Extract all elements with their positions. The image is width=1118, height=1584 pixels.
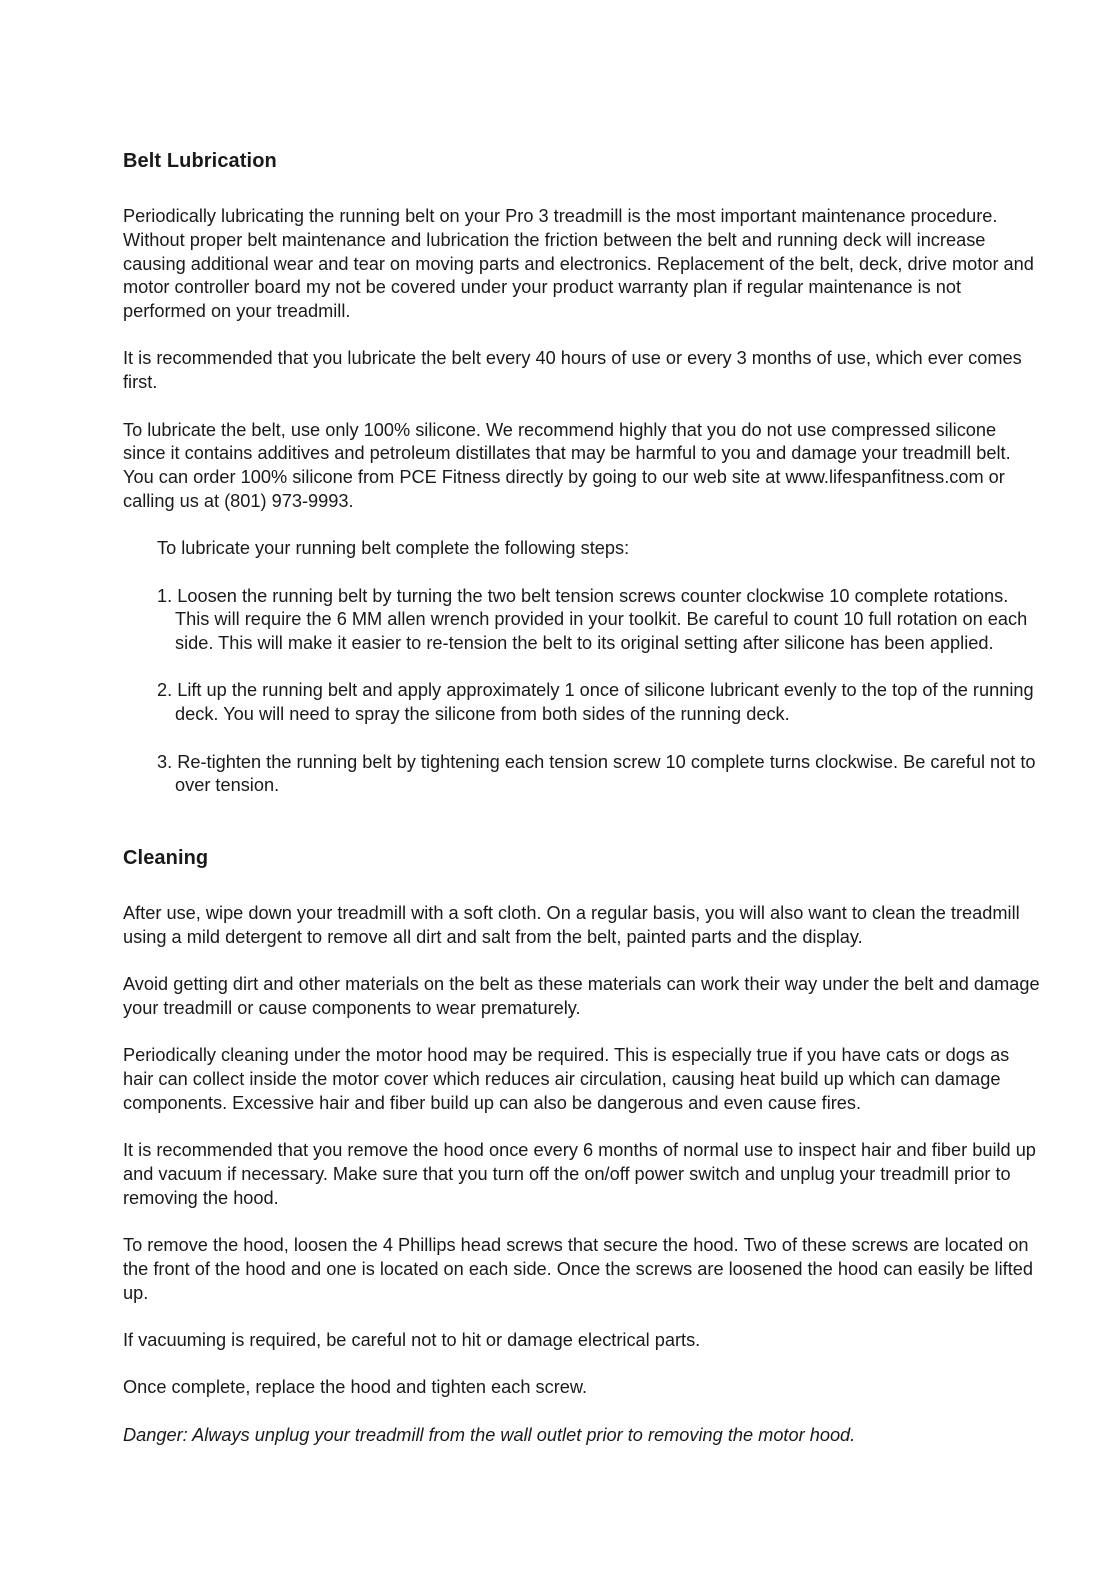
belt-paragraph-3: To lubricate the belt, use only 100% silicone. We recommend highly that you do not use compressed silicone since it contains additives and petroleum distillates that may be harmful to you and damage your treadmill belt. You can order 100% silicone from PCE Fitness directly by going to our web site at www.lifespanfitness.com or calling us at (801) 973-9993. bbox=[123, 419, 1011, 511]
cleaning-paragraph-6: If vacuuming is required, be careful not to hit or damage electrical parts. bbox=[123, 1330, 701, 1350]
cleaning-paragraph-7: Once complete, replace the hood and tighten each screw. bbox=[123, 1377, 588, 1398]
manual-page bbox=[123, 145, 1043, 1471]
cleaning-paragraph-4: It is recommended that you remove the hood once every 6 months of normal use to inspect hair and fiber build up and vacuum if necessary. Make sure that you turn off the on/off power switch and unplug your treadmill prior to removing the hood. bbox=[123, 1140, 1036, 1208]
step-2: 2. Lift up the running belt and apply approximately 1 once of silicone lubricant evenly to the top of the running deck. You will need to spray the silicone from both sides of the running deck. bbox=[157, 680, 1034, 725]
step-3: 3. Re-tighten the running belt by tightening each tension screw 10 complete turns clockwise. Be careful not to over tension. bbox=[157, 751, 1036, 796]
cleaning-paragraph-1: After use, wipe down your treadmill with a soft cloth. On a regular basis, you will also want to clean the treadmill using a mild detergent to remove all dirt and salt from the belt, painted parts and the display. bbox=[123, 903, 1020, 947]
cleaning-paragraph-5: To remove the hood, loosen the 4 Phillips head screws that secure the hood. Two of these screws are located on the front of the hood and one is located on each side. Once the screws are loosened the hood can easily be lifted up. bbox=[123, 1235, 1033, 1303]
step-1: 1. Loosen the running belt by turning the two belt tension screws counter clockwise 10 complete rotations. This will require the 6 MM allen wrench provided in your toolkit. Be careful to count 10 full rotation on each side. This will make it easier to re-tension the belt to its original setting after silicone has been applied. bbox=[157, 585, 1028, 654]
belt-lubrication-heading: Belt Lubrication bbox=[123, 150, 277, 172]
cleaning-paragraph-2: Avoid getting dirt and other materials on the belt as these materials can work their way under the belt and damage your treadmill or cause components to wear prematurely. bbox=[123, 974, 1040, 1019]
belt-paragraph-2: It is recommended that you lubricate the belt every 40 hours of use or every 3 months of use, which ever comes first. bbox=[123, 348, 1022, 393]
cleaning-heading: Cleaning bbox=[123, 847, 209, 870]
lubrication-steps-list bbox=[157, 585, 1043, 799]
belt-paragraph-1: Periodically lubricating the running belt on your Pro 3 treadmill is the most important maintenance procedure. Without proper belt maintenance and lubrication the friction between the belt and running deck will increase causing additional wear and tear on moving parts and electronics. Replacement of the belt, deck, drive motor and motor controller board my not be covered under your product warranty plan if regular maintenance is not performed on your treadmill. bbox=[123, 206, 1034, 322]
danger-warning: Danger: Always unplug your treadmill from the wall outlet prior to removing the motor hood. bbox=[123, 1424, 856, 1445]
steps-intro: To lubricate your running belt complete the following steps: bbox=[157, 538, 630, 559]
cleaning-paragraph-3: Periodically cleaning under the motor hood may be required. This is especially true if you have cats or dogs as hair can collect inside the motor cover which reduces air circulation, causing heat build up which can damage components. Excessive hair and fiber build up can also be dangerous and even cause fires. bbox=[123, 1045, 1010, 1113]
